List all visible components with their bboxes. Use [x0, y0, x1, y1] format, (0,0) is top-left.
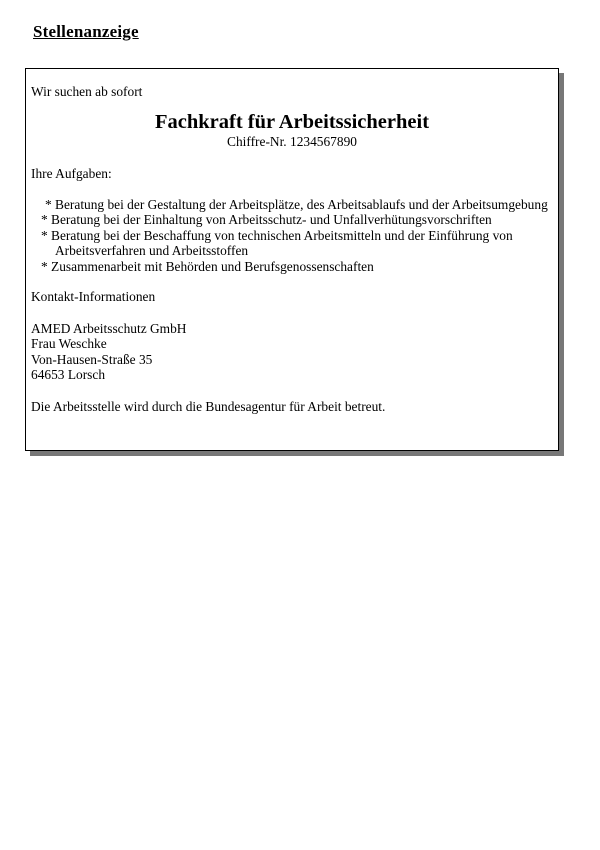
intro-text: Wir suchen ab sofort: [31, 84, 143, 99]
city-address: 64653 Lorsch: [31, 367, 106, 382]
task-item: * Zusammenarbeit mit Behörden und Berufsgenossenschaften: [41, 258, 374, 274]
task-list: [31, 197, 553, 275]
contact-address: [31, 321, 553, 383]
footer-note: Die Arbeitsstelle wird durch die Bundesagentur für Arbeit betreut.: [31, 398, 386, 414]
contact-person: Frau Weschke: [31, 336, 107, 351]
job-ad-box: [25, 68, 559, 451]
task-item: * Beratung bei der Beschaffung von technischen Arbeitsmitteln und der Einführung von Arbeitsverfahren und Arbeitsstoffen: [41, 227, 513, 258]
tasks-label: Ihre Aufgaben:: [31, 166, 112, 181]
chiffre-number: Chiffre-Nr. 1234567890: [227, 133, 357, 149]
page-title: Stellenanzeige: [33, 22, 139, 41]
task-item: * Beratung bei der Einhaltung von Arbeitsschutz- und Unfallverhütungsvorschriften: [41, 212, 492, 227]
street-address: Von-Hausen-Straße 35: [31, 351, 153, 367]
company-name: AMED Arbeitsschutz GmbH: [31, 320, 187, 336]
job-ad-content: [31, 84, 553, 414]
contact-label: Kontakt-Informationen: [31, 289, 156, 304]
job-title: Fachkraft für Arbeitssicherheit: [154, 110, 430, 133]
task-item: * Beratung bei der Gestaltung der Arbeitsplätze, des Arbeitsablaufs und der Arbeitsumgebung: [45, 196, 548, 212]
